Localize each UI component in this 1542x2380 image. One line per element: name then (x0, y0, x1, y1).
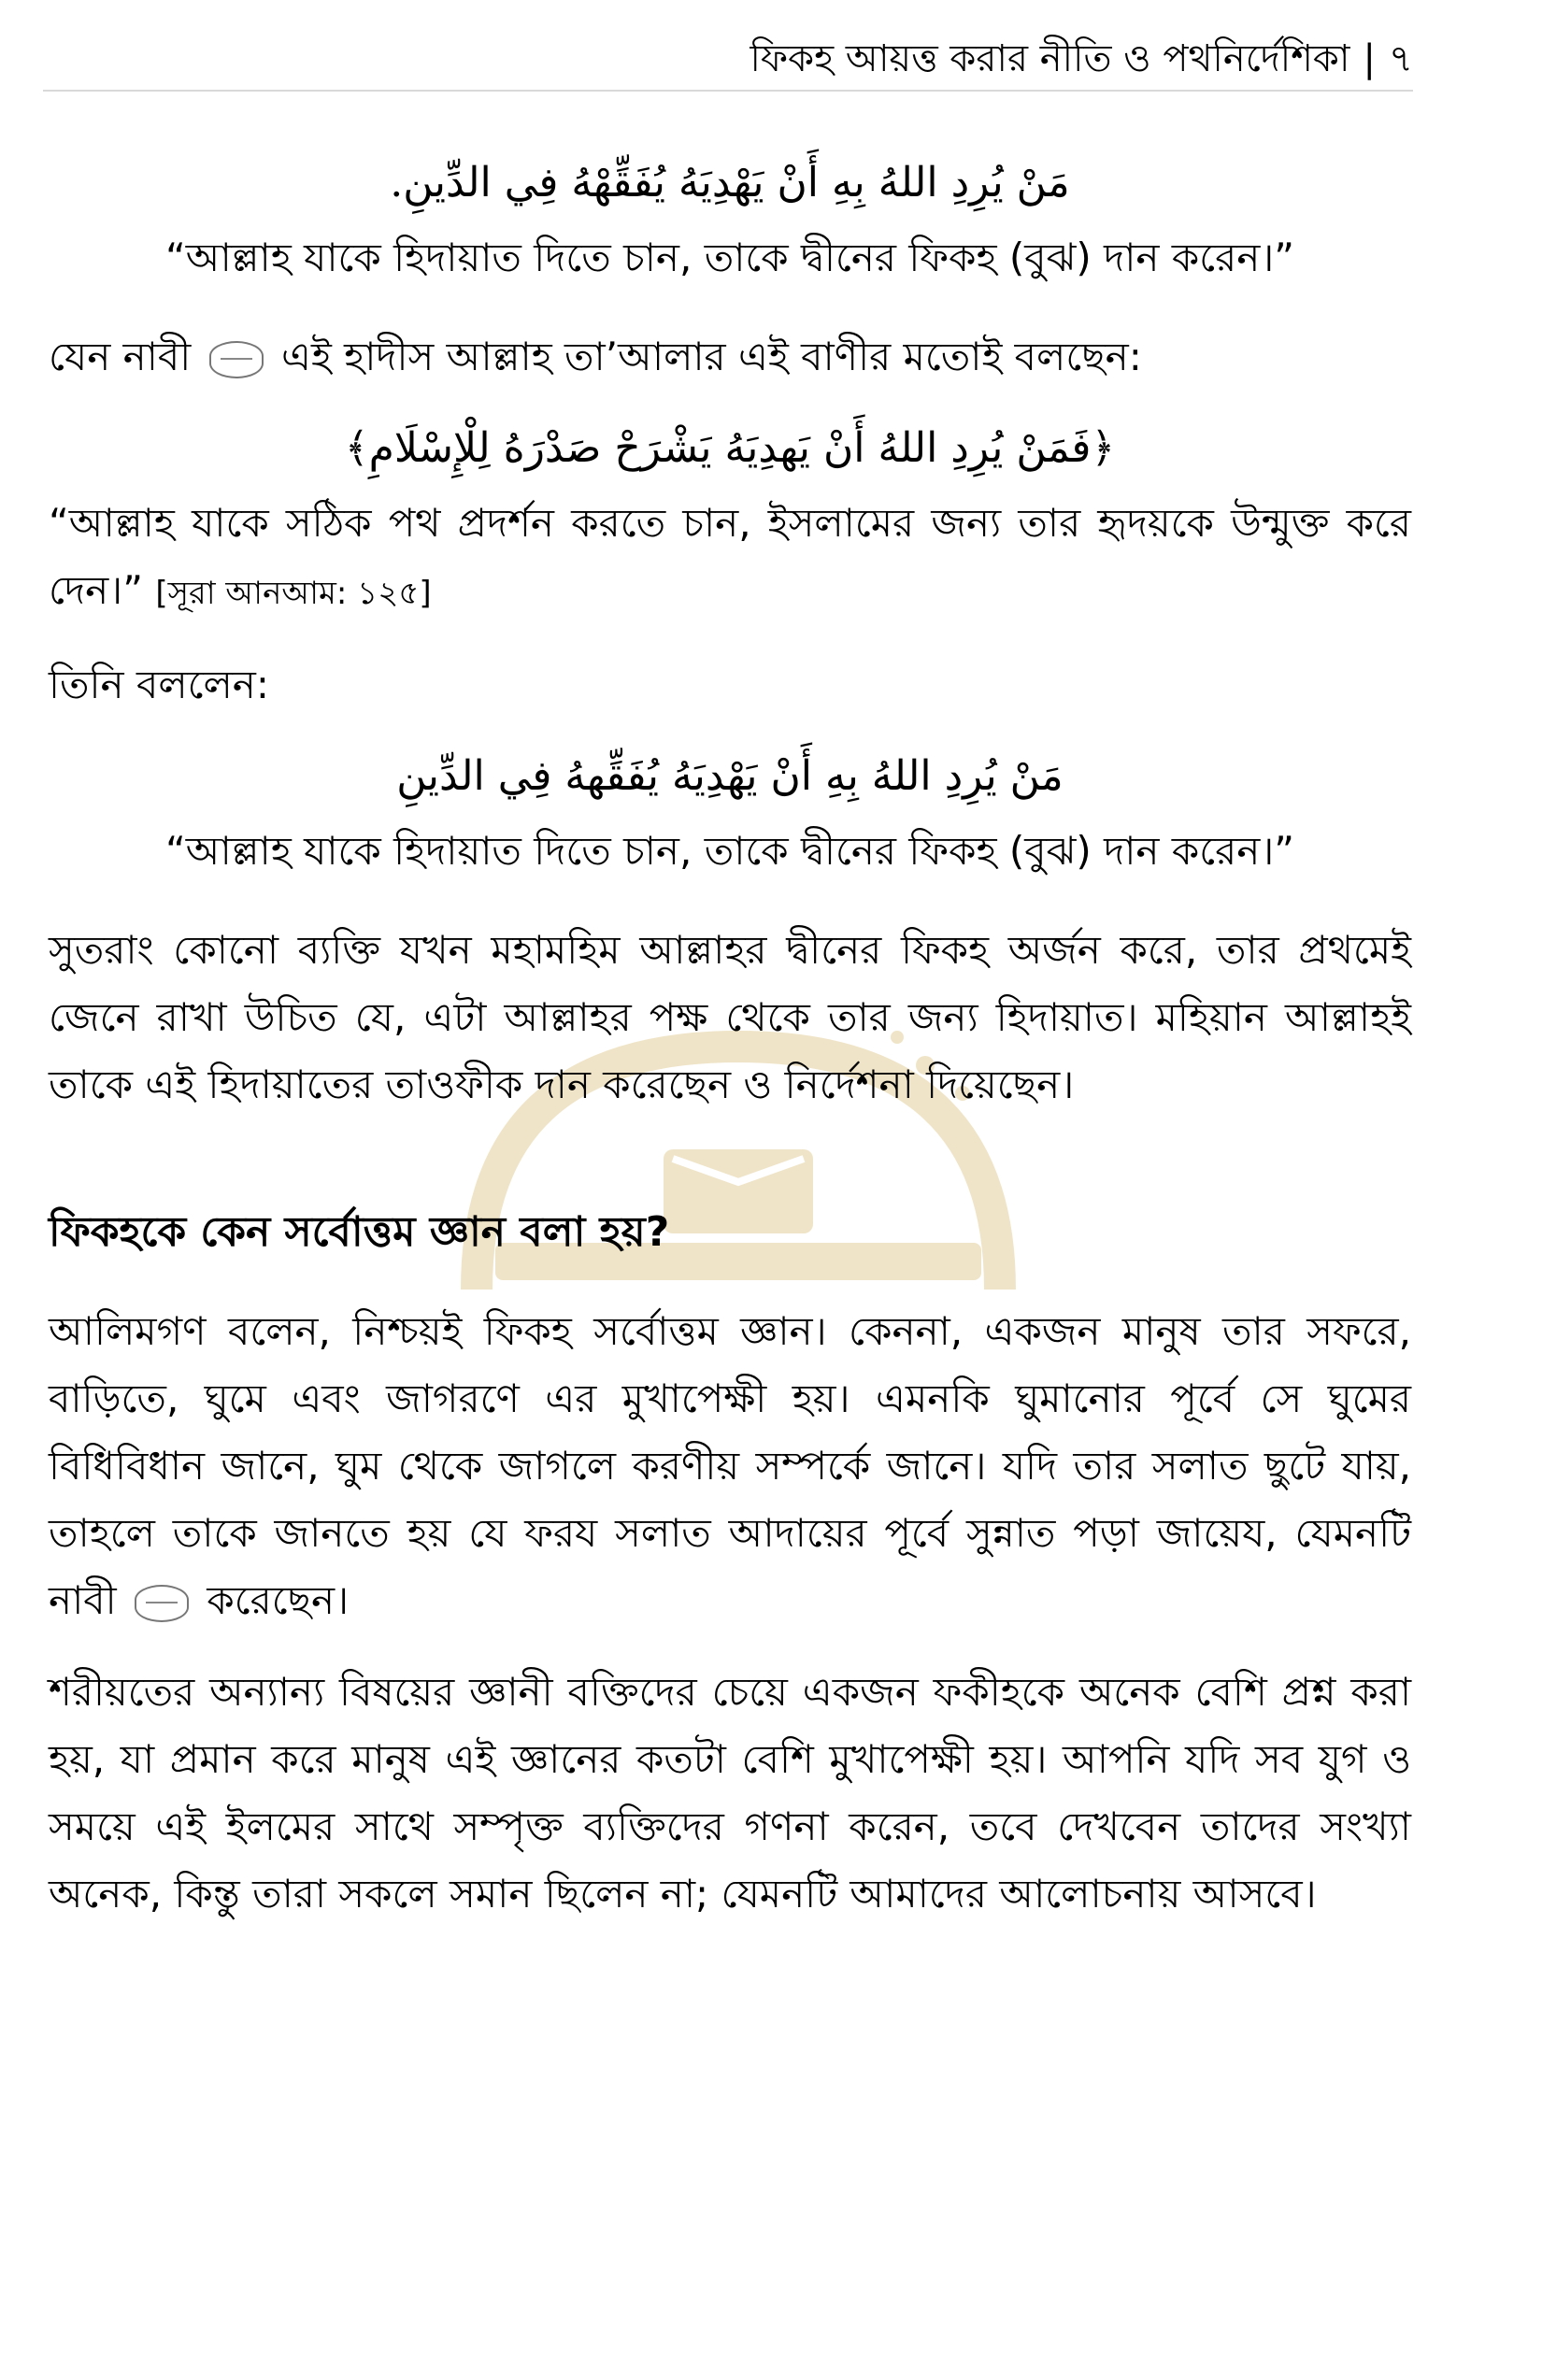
intro-text-a: যেন নাবী (49, 334, 192, 379)
he-said-line: তিনি বললেন: (49, 662, 270, 707)
quote-2-text: “আল্লাহ যাকে সঠিক পথ প্রদর্শন করতে চান, ইসলামের জন্য তার হৃদয়কে উন্মুক্ত করে দেন।” (49, 500, 1411, 613)
section-heading: ফিকহকে কেন সর্বোত্তম জ্ঞান বলা হয়? (49, 1208, 670, 1256)
paragraph-2-text-a: আলিমগণ বলেন, নিশ্চয়ই ফিকহ সর্বোত্তম জ্ঞান। কেননা, একজন মানুষ তার সফরে, বাড়িতে, ঘুমে এবং জাগরণে এর মুখাপেক্ষী হয়। এমনকি ঘুমানোর পূর্বে সে ঘুমের বিধিবিধান জানে, ঘুম থেকে জাগলে করণীয় সম্পর্কে জানে। যদি তার সলাত ছুটে যায়, তাহলে তাকে জানতে হয় যে ফরয সলাত আদায়ের পূর্বে সুন্নাত পড়া জায়েয, যেমনটি নাবী (49, 1308, 1411, 1623)
arabic-hadith-1: مَنْ يُرِدِ اللهُ بِهِ أَنْ يَهْدِيَهُ يُفَقِّهْهُ فِي الدِّينِ. (390, 159, 1070, 207)
arabic-hadith-2: مَنْ يُرِدِ اللهُ بِهِ أَنْ يَهْدِيَهُ يُفَقِّههُ فِي الدِّينِ (396, 752, 1064, 800)
translation-quote-1: “আল্লাহ যাকে হিদায়াত দিতে চান, তাকে দ্বীনের ফিকহ (বুঝ) দান করেন।” (164, 235, 1295, 280)
intro-text-b: এই হাদীস আল্লাহ তা’আলার এই বাণীর মতোই বলছেন: (281, 334, 1142, 379)
translation-quote-3: “আল্লাহ যাকে হিদায়াত দিতে চান, তাকে দ্বীনের ফিকহ (বুঝ) দান করেন।” (164, 828, 1295, 874)
arabic-ayah: ﴿فَمَنْ يُرِدِ اللهُ أَنْ يَهدِيَهُ يَشْرَحْ صَدْرَهُ لِلْإِسْلَامِ﴾ (344, 424, 1116, 472)
page-body (49, 150, 1411, 1952)
paragraph-2-text-b: করেছেন। (207, 1577, 350, 1623)
paragraph-guidance: সুতরাং কোনো ব্যক্তি যখন মহামহিম আল্লাহর দ্বীনের ফিকহ অর্জন করে, তার প্রথমেই জেনে রাখা উচিত যে, এটা আল্লাহর পক্ষ থেকে তার জন্য হিদায়াত। মহিয়ান আল্লাহই তাকে এই হিদায়াতের তাওফীক দান করেছেন ও নির্দেশনা দিয়েছেন। (49, 927, 1411, 1107)
paragraph-faqih: শরীয়তের অন্যান্য বিষয়ের জ্ঞানী বক্তিদের চেয়ে একজন ফকীহকে অনেক বেশি প্রশ্ন করা হয়, যা প্রমান করে মানুষ এই জ্ঞানের কতটা বেশি মুখাপেক্ষী হয়। আপনি যদি সব যুগ ও সময়ে এই ইলমের সাথে সম্পৃক্ত ব্যক্তিদের গণনা করেন, তবে দেখবেন তাদের সংখ্যা অনেক, কিন্তু তারা সকলে সমান ছিলেন না; যেমনটি আমাদের আলোচনায় আসবে। (49, 1669, 1411, 1917)
salawat-symbol-icon (209, 341, 264, 378)
translation-quote-2 (49, 490, 1411, 627)
salawat-symbol-icon (135, 1585, 189, 1622)
paragraph-best-knowledge (49, 1298, 1411, 1634)
page-number: ৭ (1388, 37, 1413, 80)
running-header (43, 28, 1413, 92)
header-title: ফিকহ আয়ত্ত করার নীতি ও পথনির্দেশিকা (750, 37, 1350, 80)
intro-paragraph (49, 323, 1411, 391)
quran-reference: [সূরা আনআম: ১২৫] (155, 575, 432, 612)
header-separator: | (1363, 37, 1376, 80)
